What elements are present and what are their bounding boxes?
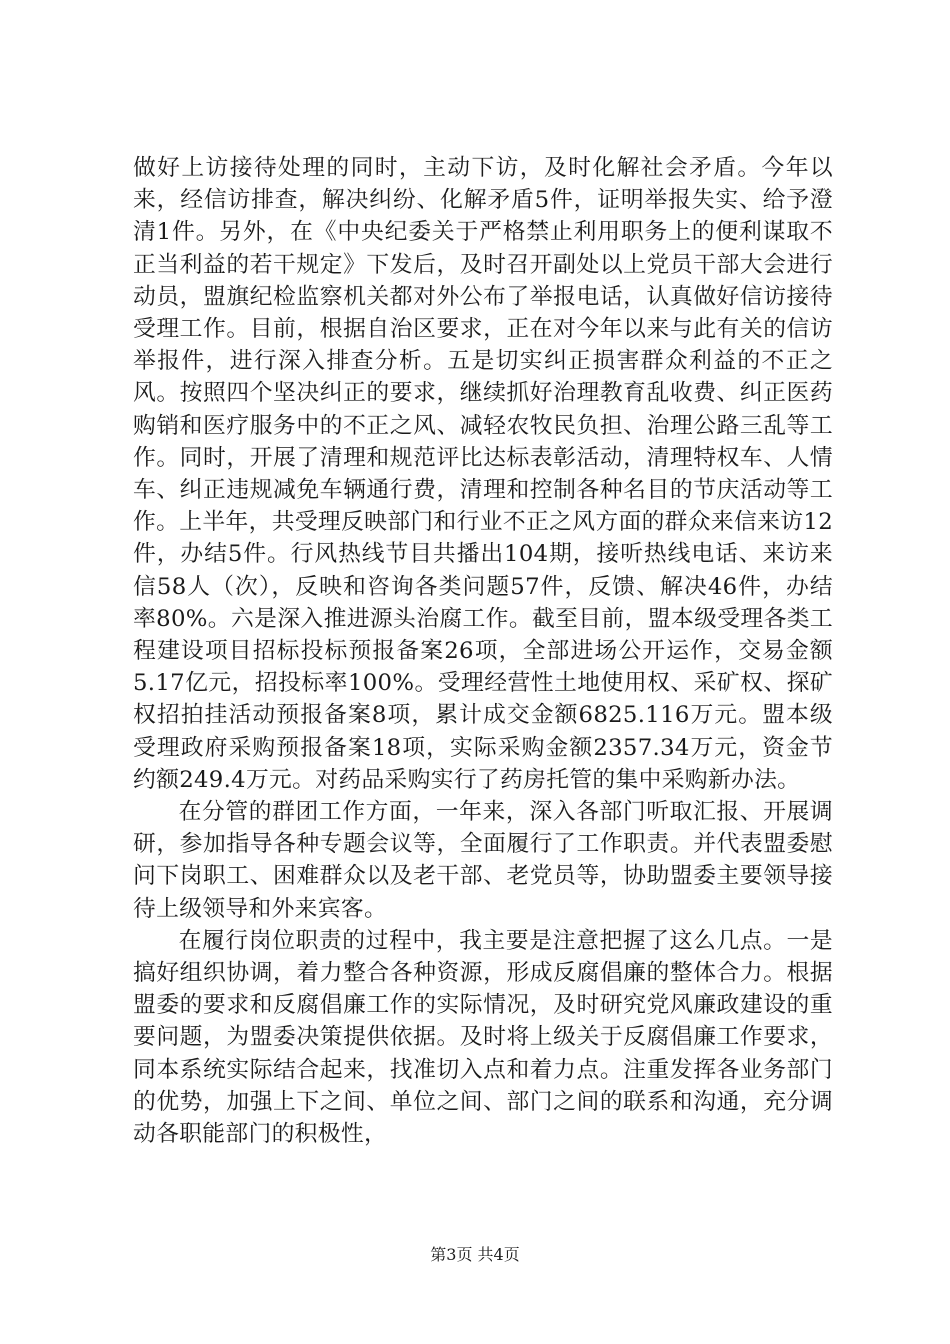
paragraph-3: 在履行岗位职责的过程中，我主要是注意把握了这么几点。一是搞好组织协调，着力整合各种资源，形成反腐倡廉的整体合力。根据盟委的要求和反腐倡廉工作的实际情况，及时研究党风廉政建设的重要问题，为盟委决策提供依据。及时将上级关于反腐倡廉工作要求，同本系统实际结合起来，找准切入点和着力点。注重发挥各业务部门的优势，加强上下之间、单位之间、部门之间的联系和沟通，充分调动各职能部门的积极性， [133,927,833,1148]
page-footer: 第3页 共4页 [430,1245,520,1264]
paragraph-2: 在分管的群团工作方面，一年来，深入各部门听取汇报、开展调研，参加指导各种专题会议等，全面履行了工作职责。并代表盟委慰问下岗职工、困难群众以及老干部、老党员等，协助盟委主要领导接待上级领导和外来宾客。 [133,799,833,922]
document-body [133,152,833,1150]
paragraph-1: 做好上访接待处理的同时，主动下访，及时化解社会矛盾。今年以来，经信访排查，解决纠纷、化解矛盾5件，证明举报失实、给予澄清1件。另外，在《中央纪委关于严格禁止利用职务上的便利谋取不正当利益的若干规定》下发后，及时召开副处以上党员干部大会进行动员，盟旗纪检监察机关都对外公布了举报电话，认真做好信访接待受理工作。目前，根据自治区要求，正在对今年以来与此有关的信访举报件，进行深入排查分析。五是切实纠正损害群众利益的不正之风。按照四个坚决纠正的要求，继续抓好治理教育乱收费、纠正医药购销和医疗服务中的不正之风、减轻农牧民负担、治理公路三乱等工作。同时，开展了清理和规范评比达标表彰活动，清理特权车、人情车、纠正违规减免车辆通行费，清理和控制各种名目的节庆活动等工作。上半年，共受理反映部门和行业不正之风方面的群众来信来访12件，办结5件。行风热线节目共播出104期，接听热线电话、来访来信58人（次），反映和咨询各类问题57件，反馈、解决46件，办结率80%。六是深入推进源头治腐工作。截至目前，盟本级受理各类工程建设项目招标投标预报备案26项，全部进场公开运作，交易金额5.17亿元，招投标率100%。受理经营性土地使用权、采矿权、探矿权招拍挂活动预报备案8项，累计成交金额6825.116万元。盟本级受理政府采购预报备案18项，实际采购金额2357.34万元，资金节约额249.4万元。对药品采购实行了药房托管的集中采购新办法。 [133,155,833,793]
